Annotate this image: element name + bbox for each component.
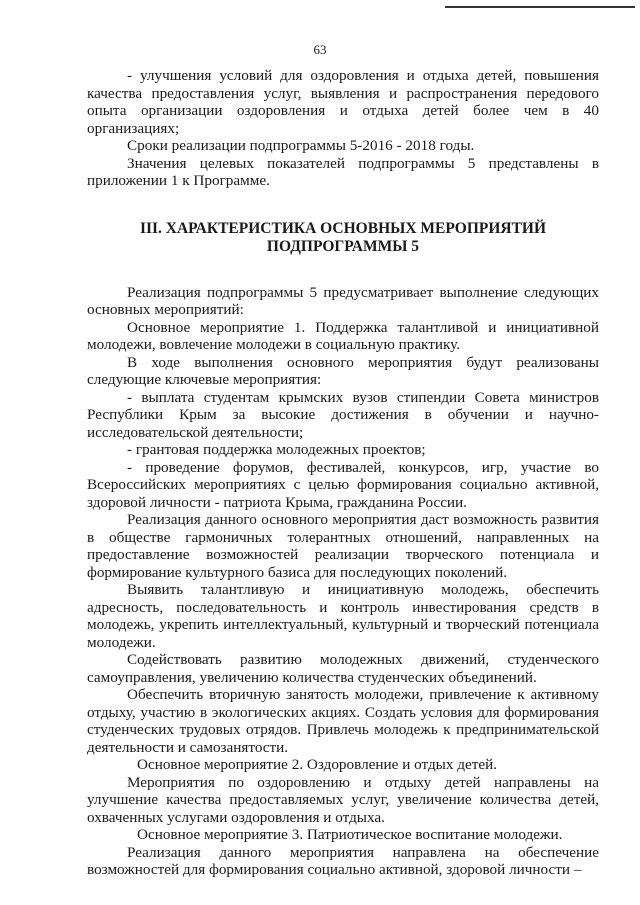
paragraph: В ходе выполнения основного мероприятия будут реализованы следующие ключевые мероприятия:	[87, 353, 599, 388]
paragraph: Основное мероприятие 2. Оздоровление и отдых детей.	[137, 756, 498, 773]
page-number: 63	[313, 42, 327, 57]
paragraph: Обеспечить вторичную занятость молодежи, привлечение к активному отдыху, участию в экологических акциях. Создать условия для формирования студенческих трудовых отрядов. Привлечь молодежь к предпринимательской деятельности и самозанятости.	[87, 686, 599, 756]
paragraph: Основное мероприятие 3. Патриотическое воспитание молодежи.	[137, 826, 563, 843]
paragraph: Сроки реализации подпрограммы 5-2016 - 2018 годы.	[127, 137, 475, 154]
paragraph: Мероприятия по оздоровлению и отдыху детей направлены на улучшение качества предоставляемых услуг, увеличение количества детей, охваченных услугами оздоровления и отдыха.	[87, 773, 599, 826]
paragraph: Реализация данного основного мероприятия даст возможность развития в обществе гармоничных толерантных отношений, направленных на предоставление возможностей реализации творческого потенциала и формирование культурного базиса для последующих поколений.	[87, 511, 599, 581]
paragraph: Реализация данного мероприятия направлена на обеспечение возможностей для формирования социально активной, здоровой личности –	[87, 843, 599, 878]
list-item: - выплата студентам крымских вузов стипендии Совета министров Республики Крым за высокие достижения в обучении и научно-исследовательской деятельности;	[87, 388, 599, 441]
paragraph: - улучшения условий для оздоровления и отдыха детей, повышения качества предоставления услуг, выявления и распространения передового опыта организации оздоровления и отдыха детей более чем в 40 организациях;	[87, 67, 599, 137]
paragraph: Основное мероприятие 1. Поддержка талантливой и инициативной молодежи, вовлечение молодежи в социальную практику.	[87, 318, 599, 353]
section-heading-line1: III. ХАРАКТЕРИСТИКА ОСНОВНЫХ МЕРОПРИЯТИЙ	[139, 219, 547, 237]
list-item: - грантовая поддержка молодежных проектов;	[127, 441, 426, 458]
paragraph: Значения целевых показателей подпрограммы 5 представлены в приложении 1 к Программе.	[87, 154, 599, 189]
list-item: - проведение форумов, фестивалей, конкурсов, игр, участие во Всероссийских мероприятиях с целью формирования социально активной, здоровой личности - патриота Крыма, гражданина России.	[87, 458, 599, 511]
paragraph: Выявить талантливую и инициативную молодежь, обеспечить адресность, последовательность и контроль инвестирования средств в молодежь, укрепить интеллектуальный, культурный и творческий потенциала молодежи.	[87, 581, 599, 651]
document-body	[87, 67, 599, 879]
top-rule	[445, 6, 635, 8]
paragraph: Реализация подпрограммы 5 предусматривает выполнение следующих основных мероприятий:	[87, 283, 599, 318]
section-heading	[87, 220, 599, 256]
section-heading-line2: ПОДПРОГРАММЫ 5	[266, 237, 420, 255]
paragraph: Содействовать развитию молодежных движений, студенческого самоуправления, увеличению количества студенческих объединений.	[87, 651, 599, 686]
